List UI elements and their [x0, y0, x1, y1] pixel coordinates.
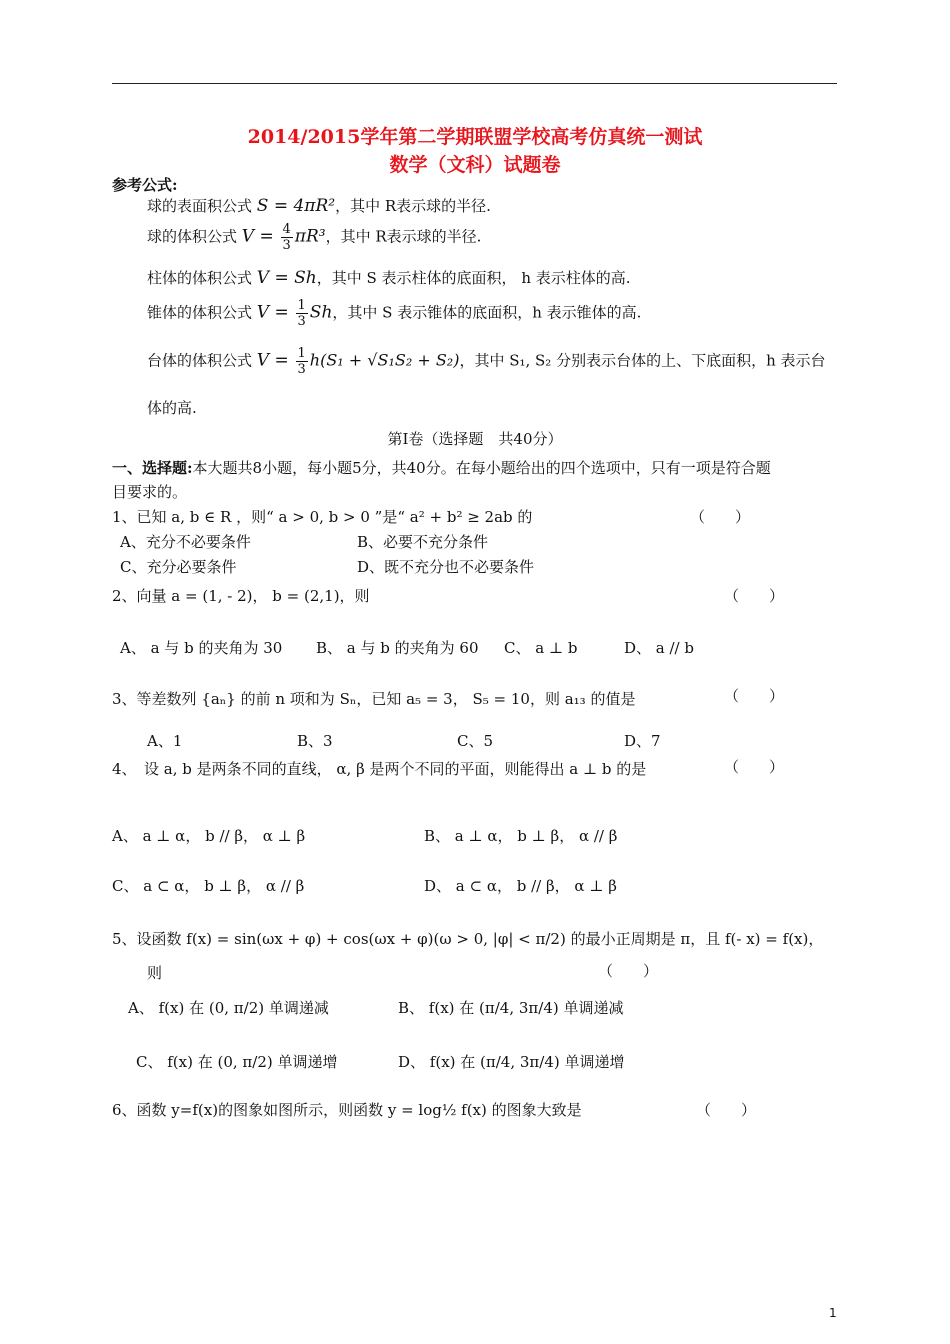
option-c[interactable]: C、充分必要条件 [120, 558, 237, 576]
formula-lhs: V = [241, 226, 274, 247]
option-d[interactable]: D、 a // b [624, 639, 694, 657]
formula-frustum-volume [147, 346, 826, 377]
option-b[interactable]: B、 a ⊥ α， b ⊥ β， α // β [424, 827, 618, 845]
formula-label: 锥体的体积公式 [147, 303, 253, 322]
option-d[interactable]: D、 f(x) 在 (π/4, 3π/4) 单调递增 [398, 1053, 625, 1071]
fraction-numerator: 4 [282, 222, 291, 237]
formula-desc: ，其中 R表示球的半径. [335, 197, 491, 215]
option-b[interactable]: B、必要不充分条件 [357, 533, 489, 551]
formula-rhs: πR³ [294, 226, 326, 247]
formula-sphere-volume [147, 222, 481, 253]
question-5-stem: 5、设函数 f(x) = sin(ωx + φ) + cos(ωx + φ)(ω > 0, |φ| < π/2) 的最小正周期是 π，且 f(- x) = f(x)， [112, 930, 824, 948]
option-d[interactable]: D、 a ⊂ α， b // β， α ⊥ β [424, 877, 617, 895]
formula-rhs: h(S₁ + √S₁S₂ + S₂) [309, 350, 460, 370]
question-3-stem: 3、等差数列 {aₙ} 的前 n 项和为 Sₙ，已知 a₅ = 3， S₅ = 10，则 a₁₃ 的值是 [112, 690, 636, 708]
section-instructions: 本大题共8小题，每小题5分，共40分。在每小题给出的四个选项中，只有一项是符合题 [192, 459, 771, 477]
formula-prism-volume [147, 267, 631, 288]
page-number: 1 [829, 1306, 837, 1320]
option-a[interactable]: A、 a ⊥ α， b // β， α ⊥ β [112, 827, 306, 845]
option-c[interactable]: C、 f(x) 在 (0, π/2) 单调递增 [136, 1053, 338, 1071]
fraction-denominator: 3 [282, 238, 291, 253]
formula-desc: ，其中 S 表示锥体的底面积，h 表示锥体的高. [332, 303, 642, 322]
option-b[interactable]: B、 f(x) 在 (π/4, 3π/4) 单调递减 [398, 999, 624, 1017]
fraction [296, 346, 308, 377]
question-1-stem: 1、已知 a, b ∈ R ，则“ a > 0, b > 0 ”是“ a² + b² ≥ 2ab 的 [112, 508, 533, 526]
formula-expr: S = 4πR² [256, 196, 336, 216]
fraction-denominator: 3 [297, 314, 306, 329]
formula-frustum-continued: 体的高. [147, 399, 197, 417]
answer-blank[interactable]: （ ） [724, 587, 785, 605]
answer-blank[interactable]: （ ） [724, 687, 785, 705]
question-4-stem: 4、 设 a, b 是两条不同的直线， α, β 是两个不同的平面，则能得出 a ⊥ b 的是 [112, 760, 647, 778]
answer-blank[interactable]: （ ） [724, 758, 785, 776]
option-d[interactable]: D、7 [624, 732, 661, 750]
option-b[interactable]: B、3 [297, 732, 333, 750]
formula-label: 柱体的体积公式 [147, 269, 253, 287]
question-6-stem: 6、函数 y=f(x)的图象如图所示，则函数 y = log½ f(x) 的图象大致是 [112, 1101, 582, 1119]
option-b[interactable]: B、 a 与 b 的夹角为 60 [316, 639, 479, 657]
answer-blank[interactable]: （ ） [598, 962, 659, 980]
option-a[interactable]: A、充分不必要条件 [120, 533, 251, 551]
formula-cone-volume [147, 298, 641, 329]
fraction-numerator: 1 [297, 346, 306, 361]
option-a[interactable]: A、 f(x) 在 (0, π/2) 单调递减 [128, 999, 329, 1017]
formula-lhs: V = [256, 302, 289, 323]
option-a[interactable]: A、1 [147, 732, 183, 750]
formula-expr: V = Sh [256, 268, 317, 288]
section-label: 一、选择题: [112, 459, 193, 477]
formula-label: 球的表面积公式 [147, 197, 253, 215]
section-intro-continued: 目要求的。 [112, 483, 188, 501]
formula-desc: ，其中 S 表示柱体的底面积， h 表示柱体的高. [316, 269, 631, 287]
section-intro [112, 457, 771, 478]
formula-lhs: V = [256, 350, 289, 371]
question-2-stem: 2、向量 a = (1, - 2)， b = (2,1)，则 [112, 587, 370, 605]
section-title: 第Ⅰ卷（选择题 共40分） [387, 430, 563, 448]
fraction-denominator: 3 [297, 362, 306, 377]
option-a[interactable]: A、 a 与 b 的夹角为 30 [120, 639, 283, 657]
formula-sphere-area [147, 195, 491, 216]
formulas-heading: 参考公式: [112, 176, 178, 194]
option-c[interactable]: C、 a ⊥ b [504, 639, 578, 657]
fraction-numerator: 1 [297, 298, 306, 313]
formula-label: 台体的体积公式 [147, 351, 253, 370]
exam-subtitle: 数学（文科）试题卷 [389, 154, 561, 176]
option-d[interactable]: D、既不充分也不必要条件 [357, 558, 535, 576]
top-rule [112, 83, 837, 84]
formula-rhs: Sh [309, 302, 333, 323]
option-c[interactable]: C、 a ⊂ α， b ⊥ β， α // β [112, 877, 305, 895]
formula-label: 球的体积公式 [147, 227, 238, 246]
option-c[interactable]: C、5 [457, 732, 494, 750]
fraction [296, 298, 308, 329]
answer-blank[interactable]: （ ） [696, 1101, 757, 1119]
formula-desc: ，其中 S₁, S₂ 分别表示台体的上、下底面积，h 表示台 [459, 351, 826, 370]
formula-desc: ，其中 R表示球的半径. [325, 227, 482, 246]
fraction [281, 222, 293, 253]
question-5-stem-continued: 则 [147, 964, 163, 982]
answer-blank[interactable]: （ ） [690, 508, 751, 526]
exam-title: 2014/2015学年第二学期联盟学校高考仿真统一测试 [247, 126, 703, 148]
